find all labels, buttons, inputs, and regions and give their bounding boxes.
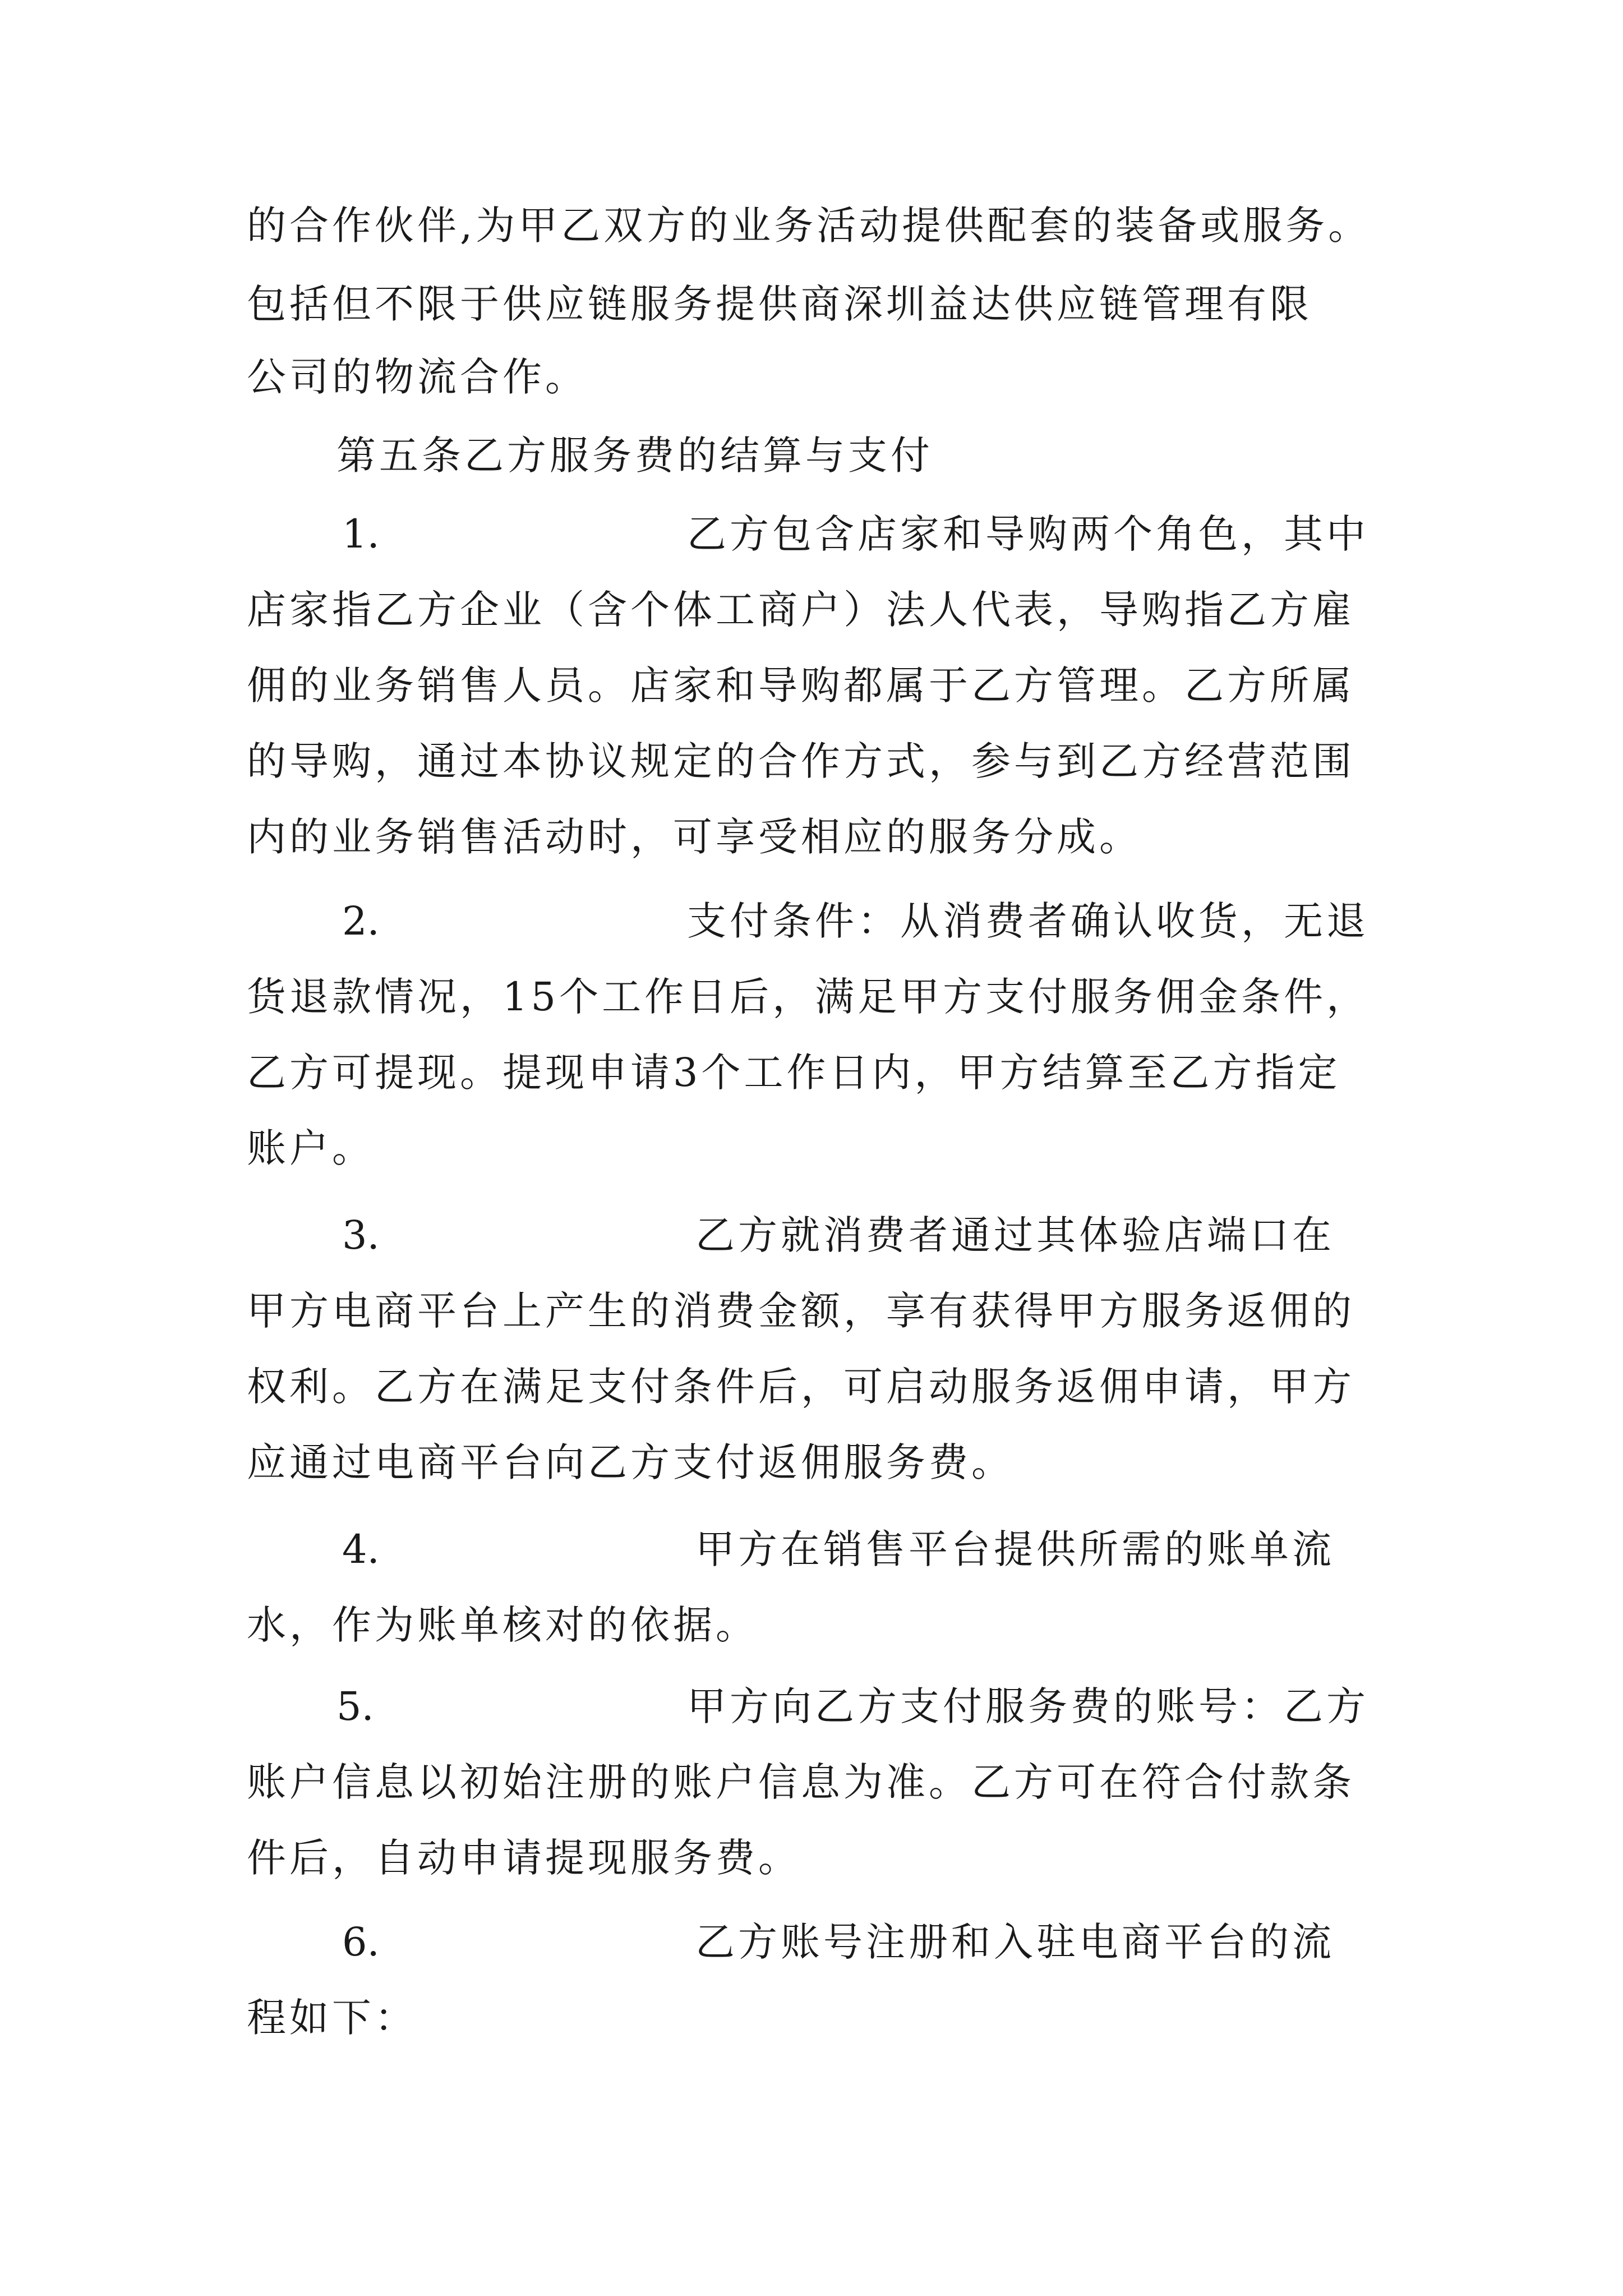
item-line: 店家指乙方企业（含个体工商户）法人代表，导购指乙方雇	[247, 587, 1355, 633]
item-first-line: 甲方在销售平台提供所需的账单流	[695, 1526, 1335, 1572]
item-number: 4.	[342, 1526, 380, 1572]
item-first-line: 乙方就消费者通过其体验店端口在	[695, 1212, 1335, 1258]
item-line: 佣的业务销售人员。店家和导购都属于乙方管理。乙方所属	[247, 662, 1355, 708]
item-line: 水，作为账单核对的依据。	[247, 1602, 758, 1648]
item-first-line: 支付条件：从消费者确认收货，无退	[687, 898, 1369, 944]
item-line: 程如下：	[247, 1995, 417, 2041]
item-line: 应通过电商平台向乙方支付返佣服务费。	[247, 1439, 1014, 1485]
item-number: 6.	[342, 1919, 380, 1965]
section-title: 第五条乙方服务费的结算与支付	[336, 432, 933, 478]
item-first-line: 乙方包含店家和导购两个角色，其中	[687, 511, 1369, 557]
item-number: 3.	[342, 1212, 380, 1258]
intro-line: 包括但不限于供应链服务提供商深圳益达供应链管理有限	[247, 281, 1312, 327]
item-first-line: 甲方向乙方支付服务费的账号：乙方	[687, 1683, 1369, 1729]
item-number: 1.	[342, 511, 380, 557]
item-line: 账户信息以初始注册的账户信息为准。乙方可在符合付款条	[247, 1759, 1355, 1805]
item-number: 5.	[336, 1683, 374, 1729]
item-line: 账户。	[247, 1125, 375, 1171]
item-line: 件后，自动申请提现服务费。	[247, 1835, 801, 1881]
item-first-line: 乙方账号注册和入驻电商平台的流	[695, 1919, 1335, 1965]
intro-line: 公司的物流合作。	[247, 354, 588, 400]
item-line: 的导购，通过本协议规定的合作方式，参与到乙方经营范围	[247, 738, 1355, 784]
item-line: 货退款情况，15个工作日后，满足甲方支付服务佣金条件，	[247, 974, 1370, 1020]
item-number: 2.	[342, 898, 380, 944]
item-line: 权利。乙方在满足支付条件后，可启动服务返佣申请，甲方	[247, 1364, 1355, 1410]
item-line: 甲方电商平台上产生的消费金额，享有获得甲方服务返佣的	[247, 1288, 1355, 1334]
item-line: 内的业务销售活动时，可享受相应的服务分成。	[247, 814, 1142, 860]
intro-line: 的合作伙伴,为甲乙双方的业务活动提供配套的装备或服务。	[247, 203, 1371, 249]
item-line: 乙方可提现。提现申请3个工作日内，甲方结算至乙方指定	[247, 1050, 1341, 1096]
